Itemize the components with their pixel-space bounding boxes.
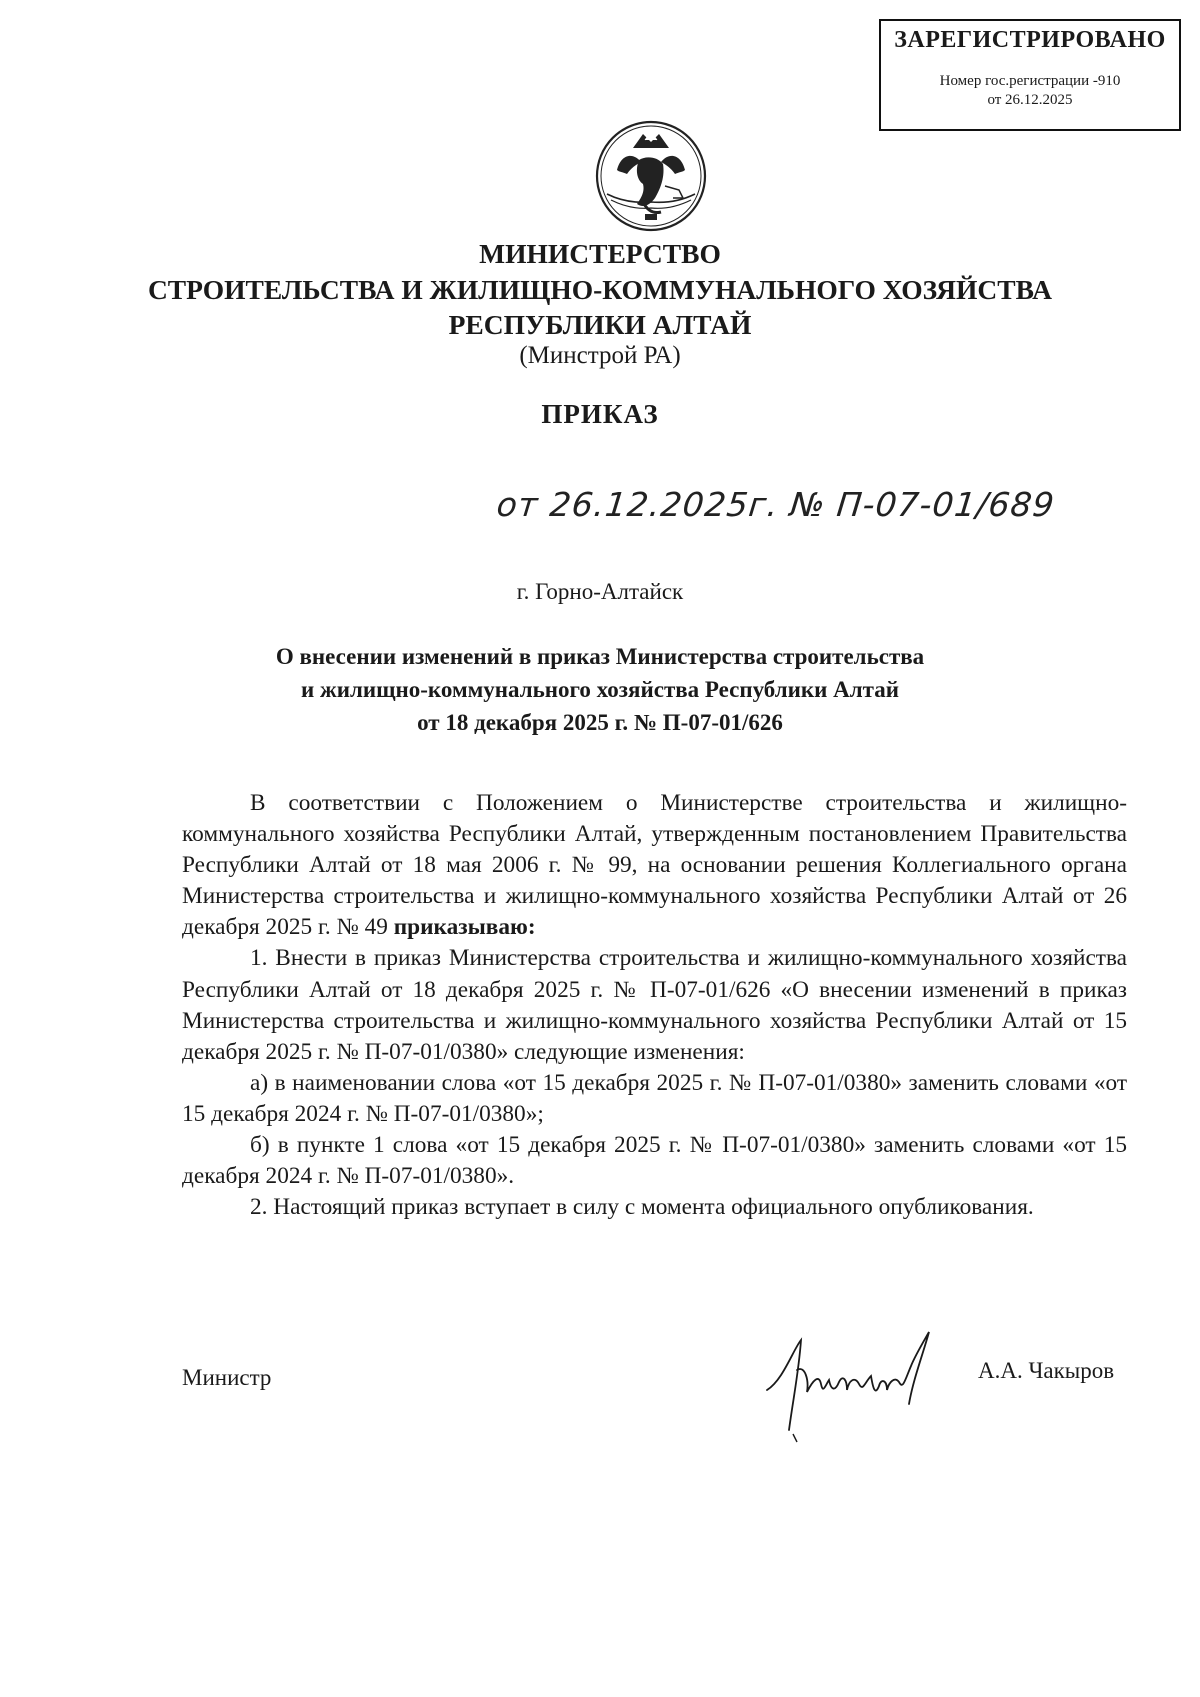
stamp-title: ЗАРЕГИСТРИРОВАНО: [894, 27, 1166, 53]
signature-icon: [763, 1310, 963, 1450]
coat-of-arms-icon: [587, 118, 715, 232]
preamble-text: В соответствии с Положением о Министерстве строительства и жилищно-коммунального хозяйства Республики Алтай, утвержденным постановлением Правительства Республики Алтай от 18 мая 2006 г. № 99, на основании решения Коллегиального органа Министерства строительства и жилищно-коммунального хозяйства Республики Алтай от 26 декабря 2025 г. № 49: [182, 790, 1127, 941]
item-2: 2. Настоящий приказ вступает в силу с момента официального опубликования.: [250, 1194, 1034, 1221]
preamble-paragraph: [182, 788, 1127, 943]
document-type-title: ПРИКАЗ: [541, 399, 659, 429]
registration-stamp: [879, 19, 1181, 131]
order-subject: [0, 640, 1200, 739]
stamp-registration-date: от 26.12.2025: [987, 92, 1073, 108]
order-word: приказываю:: [393, 914, 536, 941]
ministry-heading-line2: СТРОИТЕЛЬСТВА И ЖИЛИЩНО-КОММУНАЛЬНОГО ХОЗЯЙСТВА: [147, 274, 1053, 305]
signatory-name: А.А. Чакыров: [978, 1358, 1115, 1383]
subject-line3: от 18 декабря 2025 г. № П-07-01/626: [417, 710, 783, 735]
item-1b: б) в пункте 1 слова «от 15 декабря 2025 г. № П-07-01/0380» заменить словами «от 15 декабря 2024 г. № П-07-01/0380».: [182, 1132, 1127, 1190]
handwritten-date-number: от 26.12.2025г. № П-07-01/689: [494, 485, 1057, 524]
ministry-abbreviation: (Минстрой РА): [519, 342, 681, 369]
order-body: [182, 788, 1127, 1223]
city-line: г. Горно-Алтайск: [516, 579, 684, 604]
signatory-position: Министр: [182, 1365, 272, 1390]
item-1a: а) в наименовании слова «от 15 декабря 2025 г. № П-07-01/0380» заменить словами «от 15 декабря 2024 г. № П-07-01/0380»;: [182, 1069, 1127, 1127]
ministry-heading-line1: МИНИСТЕРСТВО: [479, 238, 721, 269]
stamp-registration-number: Номер гос.регистрации -910: [939, 73, 1121, 89]
subject-line2: и жилищно-коммунального хозяйства Республики Алтай: [301, 677, 899, 702]
ministry-heading-line3: РЕСПУБЛИКИ АЛТАЙ: [448, 309, 752, 340]
subject-line1: О внесении изменений в приказ Министерства строительства: [275, 644, 925, 669]
item-1: 1. Внести в приказ Министерства строительства и жилищно-коммунального хозяйства Республики Алтай от 18 декабря 2025 г. № П-07-01/626 «О внесении изменений в приказ Министерства строительства и жилищно-коммунального хозяйства Республики Алтай от 15 декабря 2025 г. № П-07-01/0380» следующие изменения:: [182, 945, 1127, 1065]
